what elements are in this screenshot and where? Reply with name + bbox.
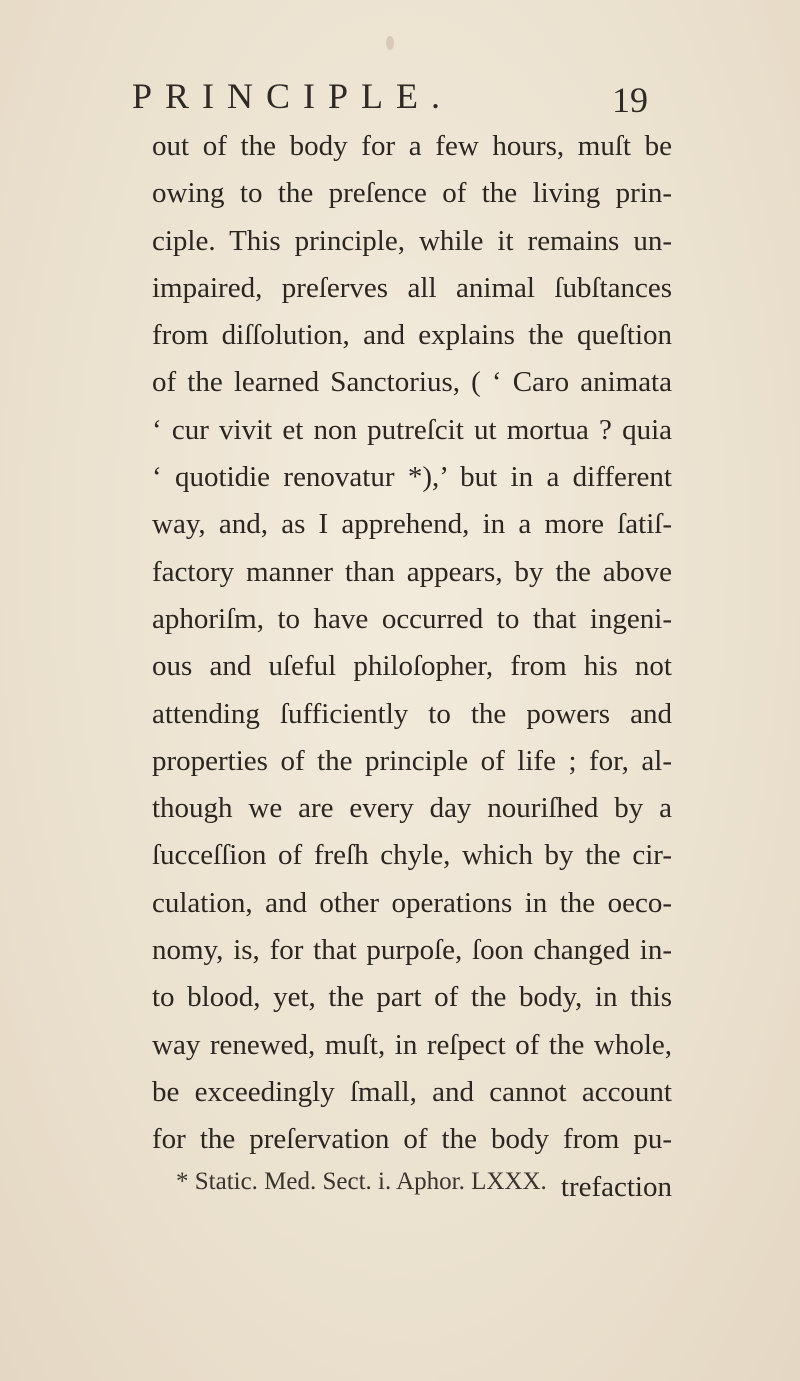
text-line: out of the body for a few hours, muſt be <box>152 130 672 162</box>
text-line: of the learned Sanctorius, ( ‘ Caro animata <box>152 366 672 399</box>
page-number: 19 <box>612 80 648 120</box>
text-line: culation, and other operations in the oeco- <box>152 886 672 919</box>
text-line: owing to the preſence of the living prin- <box>152 177 672 210</box>
text-line: ous and uſeful philoſopher, from his not <box>152 650 672 683</box>
footnote: * Static. Med. Sect. i. Aphor. LXXX. <box>176 1168 547 1195</box>
text-line: ‘ quotidie renovatur *),’ but in a different <box>152 461 672 494</box>
ink-smudge <box>386 36 394 50</box>
text-line: though we are every day nouriſhed by a <box>152 792 672 825</box>
text-line: for the preſervation of the body from pu- <box>152 1123 672 1156</box>
text-line: from diſſolution, and explains the queſtion <box>152 319 672 352</box>
text-line: way renewed, muſt, in reſpect of the whole, <box>152 1028 672 1061</box>
body-text <box>152 123 672 1211</box>
text-line: to blood, yet, the part of the body, in this <box>152 981 672 1014</box>
text-line: ſucceſſion of freſh chyle, which by the cir- <box>152 839 672 872</box>
text-line: properties of the principle of life ; for, al- <box>152 744 672 777</box>
text-line: nomy, is, for that purpoſe, ſoon changed in- <box>152 934 672 967</box>
text-line: factory manner than appears, by the above <box>152 555 672 588</box>
text-line: ciple. This principle, while it remains un- <box>152 224 672 257</box>
running-title: PRINCIPLE. <box>132 76 454 116</box>
catchword-line: trefaction <box>560 1170 672 1203</box>
text-line: attending ſufficiently to the powers and <box>152 697 672 730</box>
text-line: way, and, as I apprehend, in a more ſatiſ- <box>152 508 672 541</box>
text-line: aphoriſm, to have occurred to that ingeni- <box>152 602 672 635</box>
text-line: impaired, preſerves all animal ſubſtances <box>152 271 672 304</box>
text-line: be exceedingly ſmall, and cannot account <box>152 1075 672 1108</box>
text-line: ‘ cur vivit et non putreſcit ut mortua ? quia <box>152 413 672 446</box>
